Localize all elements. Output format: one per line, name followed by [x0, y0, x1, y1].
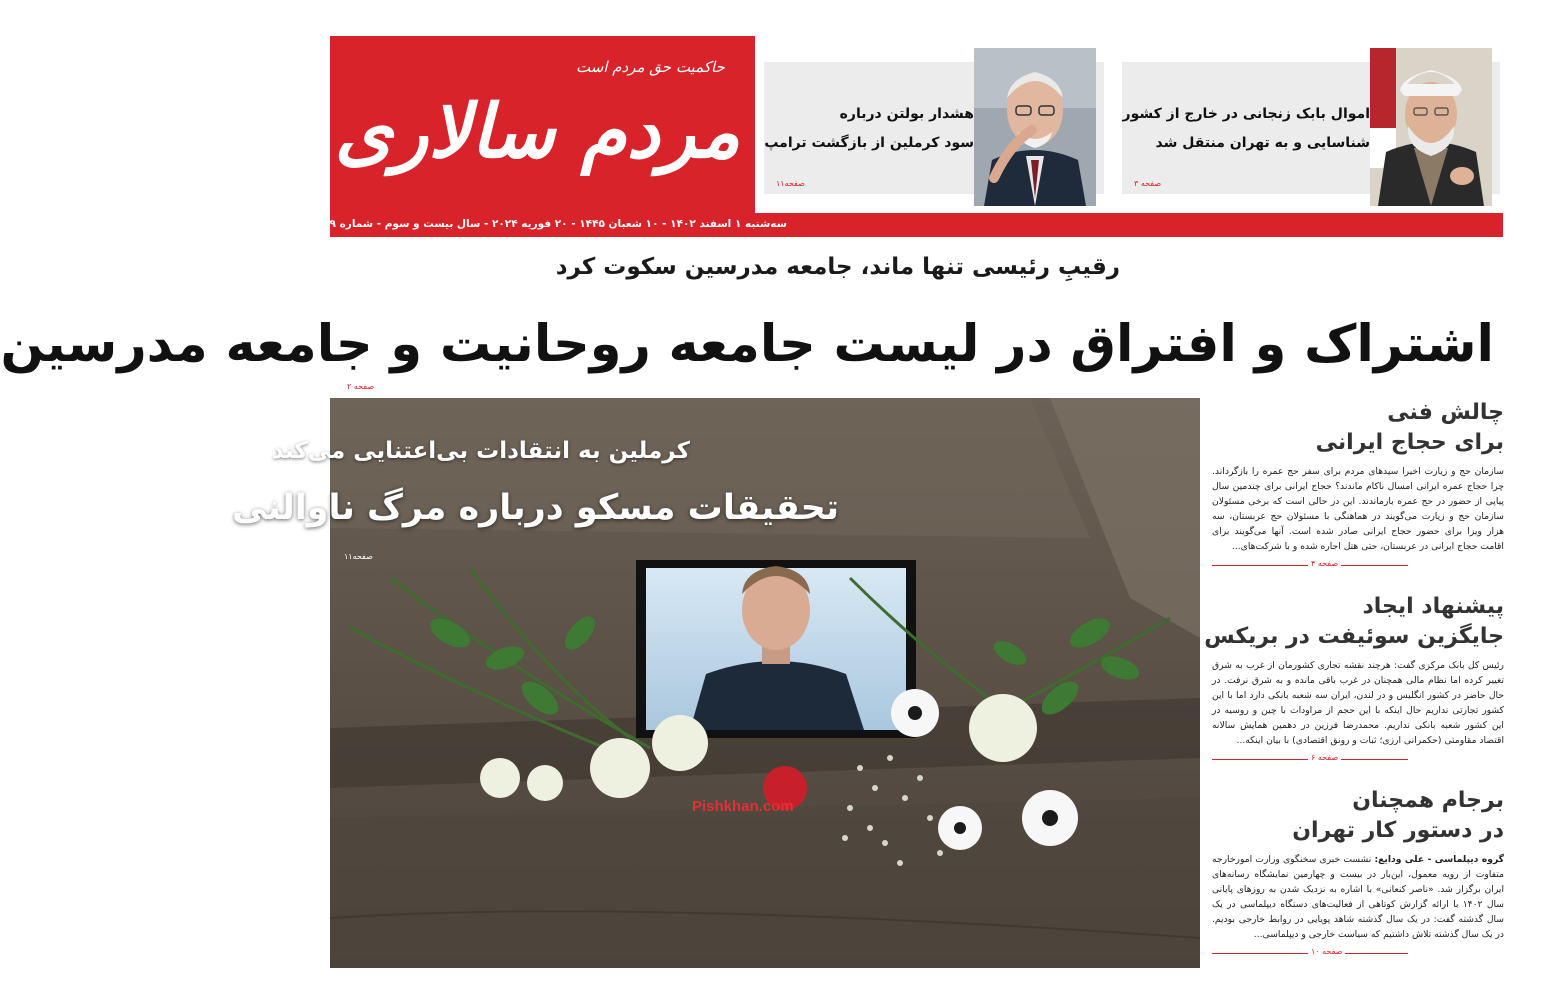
main-headline[interactable]: اشتراک و افتراق در لیست جامعه روحانیت و جامعه مدرسین [0, 315, 1494, 374]
story-kicker: چالش فنی [1387, 400, 1504, 425]
newspaper-logo: مردم سالاری [334, 89, 740, 175]
story-jcpoa[interactable] [1212, 786, 1504, 960]
teaser-bolton-page: صفحه۱۱ [776, 179, 805, 188]
teaser-zanjani[interactable] [1122, 62, 1500, 194]
story-lead: گروه دیپلماسی - علی ودایع: [1374, 854, 1505, 865]
photo-page-ref: صفحه۱۱ [344, 552, 373, 561]
story-hajj[interactable] [1212, 398, 1504, 572]
story-page-ref: صفحه ۴ [1308, 559, 1341, 568]
story-body: سازمان حج و زیارت اخیرا سیدهای مردم برای سفر حج عمره را بازگرداند. چرا حجاج عمره ایرانی امسال ناکام ماندند؟ حجاج ایرانی برای چندمین سال پیاپی از حضور در حج عمره بازماندند. این در حالی است که برخی مسئولان سازمان حج و زیارت می‌گویند در هماهنگی با مسئولان حج عربستان، سه هزار ویزا برای حضور حجاج ایرانی صادر شده است. آنها می‌گویند برای اقامت حجاج ایرانی در عربستان، حتی هتل اجاره شده و با شرکت‌های... [1212, 466, 1504, 552]
headline-kicker: رقیبِ رئیسی تنها ماند، جامعه مدرسین سکوت کرد [555, 254, 1120, 280]
photo-headline[interactable]: تحقیقات مسکو درباره مرگ ناوالنی [231, 488, 839, 528]
story-footer [1212, 558, 1504, 572]
portrait-photo [974, 48, 1096, 206]
story-title: در دستور کار تهران [1292, 818, 1504, 843]
story-footer [1212, 946, 1504, 960]
divider [1212, 565, 1296, 566]
headline-page-ref: صفحه ۲ [347, 382, 375, 391]
story-body-text: نشست خبری سخنگوی وزارت امورخارجه متفاوت از رویه معمول، این‌بار در بیست و چهارمین نمایشگاه رسانه‌های ایران برگزار شد. «ناصر کنعانی» با اشاره به نزدیک شدن به روزهای پایانی سال ۱۴۰۲ با ارائه گزارش کوتاهی از فعالیت‌های دستگاه دیپلماسی در یک سال گذشته گفت: در یک سال گذشته شاهد پویایی در روابط خارجی بودیم. در یک سال گذشته تلاش داشتیم که سیاست خارجی و دیپلماسی... [1212, 854, 1504, 940]
teaser-zanjani-text: اموال بابک زنجانی در خارج از کشور شناسایی و به تهران منتقل شد [1122, 106, 1370, 151]
story-page-ref: صفحه ۱۰ [1308, 947, 1345, 956]
story-title: برای حجاج ایرانی [1315, 430, 1504, 455]
right-column [1200, 398, 1504, 988]
story-footer [1212, 752, 1504, 766]
masthead-slogan: حاکمیت حق مردم است [576, 58, 725, 76]
story-kicker: برجام همچنان [1352, 788, 1504, 813]
story-page-ref: صفحه ۶ [1308, 753, 1341, 762]
main-photo[interactable] [231, 398, 1200, 968]
story-title: جایگزین سوئیفت در بریکس [1204, 624, 1504, 649]
story-body [1212, 852, 1504, 942]
story-swift[interactable] [1204, 592, 1504, 766]
divider [1212, 953, 1296, 954]
masthead [330, 36, 755, 213]
teaser-bolton-text: هشدار بولتن درباره سود کرملین از بازگشت ترامپ [764, 106, 974, 151]
story-kicker: پیشنهاد ایجاد [1362, 594, 1504, 619]
portrait-photo [1370, 48, 1492, 206]
watermark: Pishkhan.com [692, 798, 794, 815]
photo-kicker: کرملین به انتقادات بی‌اعتنایی می‌کند [271, 438, 690, 464]
divider [1212, 759, 1296, 760]
memorial-photo-image [330, 398, 1200, 968]
teaser-zanjani-page: صفحه ۳ [1134, 179, 1162, 188]
issue-date-bar [179, 213, 1503, 237]
issue-info: سه‌شنبه ۱ اسفند ۱۴۰۲ - ۱۰ شعبان ۱۴۴۵ - ۲۰ فوریه ۲۰۲۴ - سال بیست و سوم - شماره ۶۲۰۹ - ۱۲ صفحه - ۷۰۰۰ تومان [179, 218, 787, 230]
story-body: رئیس کل بانک مرکزی گفت: هرچند نقشه تجاری کشورمان از غرب به شرق تغییر کرده اما نظام مالی همچنان در غرب باقی مانده و به شرق نرفت. در حال حاضر در کشور انگلیس و در لندن، ایران سه شعبه بانکی دارد اما با این کشور تجارتی نداریم حال اینکه با این حجم از مراودات با چین و روسیه در این کشور شعبه بانکی نداریم. محمدرضا فرزین در دهمین همایش سالانه اقتصاد مقاومتی (حکمرانی ارزی؛ ثبات و رونق اقتصادی) با بیان اینکه... [1212, 660, 1504, 746]
teaser-bolton[interactable] [764, 62, 1104, 194]
